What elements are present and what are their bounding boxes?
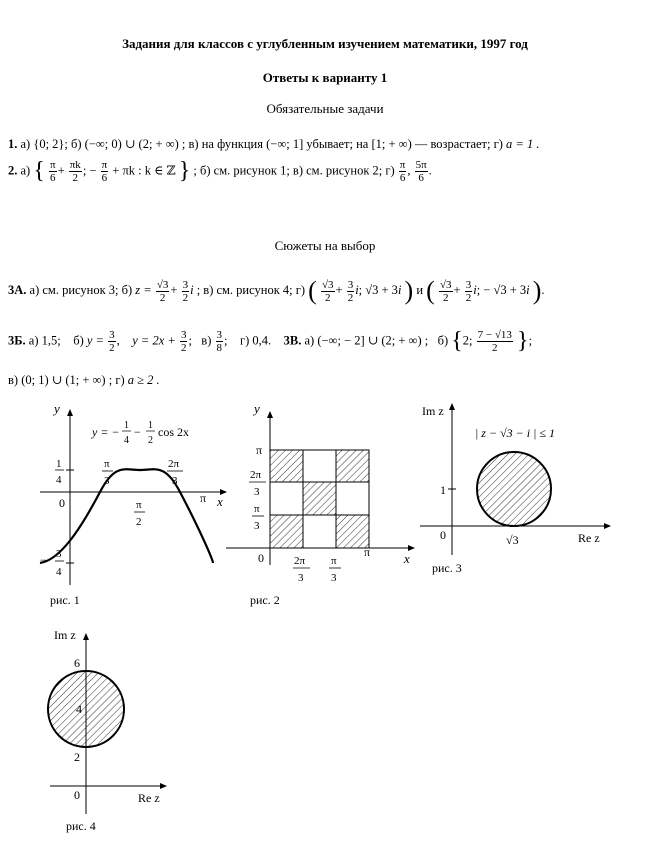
answer-3a-mid: ; в) см. рисунок 4; г) (196, 282, 306, 297)
answer-3a-and: и (416, 282, 424, 297)
fig1-pi3-den: 3 (104, 475, 110, 487)
fig1-pi3: π (104, 458, 110, 470)
frac-3-2e: $\frac{3}{2}$ (180, 329, 187, 354)
figure-1 (40, 401, 226, 607)
fig1-frac-1: 1 (56, 458, 62, 470)
fig1-2pi3: 2π (168, 458, 180, 470)
answer-3b-label: 3Б. (8, 333, 26, 348)
answer-1-text: а) {0; 2}; б) (−∞; 0) ∪ (2; + ∞) ; в) на функция (−∞; 1] убывает; на [1; + ∞) — возрастает; г) (20, 137, 503, 151)
fig1-pi2-den: 2 (136, 516, 142, 528)
set-close-brace-3v: } (517, 328, 529, 354)
paren-open-1: ( (308, 276, 317, 305)
fig1-formula: y = − (92, 425, 120, 439)
answer-2-set-tail: + πk : k ∈ ℤ (112, 163, 176, 178)
fig2-pi3-x: π (331, 555, 337, 567)
fig1-frac-3-den: 4 (56, 566, 62, 578)
fig4-tick4: 4 (76, 702, 82, 716)
frac-sqrt3-2b: $\frac{√3}{2}$ (321, 278, 334, 304)
fig1-pi2: π (136, 499, 142, 511)
fig3-caption: рис. 3 (432, 561, 462, 575)
fig1-formula-minus: − (134, 425, 141, 439)
set-open-brace-3v: { (451, 328, 463, 354)
figure-3 (420, 404, 610, 575)
fig2-2pi3-y: 2π (250, 469, 262, 481)
answer-3b-d: г) 0,4. (239, 333, 272, 348)
fig2-zero: 0 (258, 551, 264, 565)
answer-2-mid: ; б) см. рисунок 1; в) см. рисунок 2; г) (193, 163, 395, 178)
answer-2-a-label: а) (20, 163, 31, 178)
fig2-2pi3-x: 2π (294, 555, 306, 567)
answer-3b: 3Б. а) 1,5; б) y = $\frac{3}{2}$ , y = 2x + $\frac{3}{2}$ ; в) $\frac{3}{8}$ ; г) 0,4. 3В. а) (−∞; − 2] ∪ (2; + ∞) ; б) {2; $\frac{7 - √13}{2}$ }; (8, 328, 533, 354)
fig1-caption: рис. 1 (50, 593, 80, 607)
fig3-zero: 0 (440, 528, 446, 542)
frac-3-2b: $\frac{3}{2}$ (347, 278, 354, 304)
figure-4 (48, 628, 166, 833)
fig3-sqrt3: √3 (506, 533, 519, 547)
fig4-tick6: 6 (74, 656, 80, 670)
answer-3v-line2-text: в) (0; 1) ∪ (1; + ∞) ; г) (8, 373, 125, 387)
answer-3v-label: 3В. (283, 333, 302, 348)
answer-3v-line2-final: a ≥ 2 . (127, 373, 160, 387)
fig2-x-label: x (404, 551, 410, 566)
figure-2 (226, 401, 414, 607)
fig2-pi3-y: π (254, 503, 260, 515)
answer-3b-a: а) 1,5; (28, 333, 61, 348)
fig2-pi-y: π (256, 443, 263, 457)
fig3-condition: | z − √3 − i | ≤ 1 (475, 426, 555, 440)
frac-pi-6c: $\frac{\pi}{6}$ (399, 159, 406, 184)
fig4-zero: 0 (74, 788, 80, 802)
paren-close-2: ) (532, 276, 542, 305)
answer-1-final: a = 1 . (506, 137, 540, 151)
fig2-2pi3-x-den: 3 (298, 572, 304, 584)
answer-1-label: 1. (8, 137, 18, 151)
frac-sqrt3-2c: $\frac{√3}{2}$ (439, 278, 452, 304)
answer-3a-label: 3А. (8, 282, 27, 297)
frac-3-2: $\frac{3}{2}$ (182, 278, 189, 304)
fig2-2pi3-y-den: 3 (254, 486, 260, 498)
fig1-frac-1-den: 4 (56, 474, 62, 486)
answer-3b-b: б) (73, 333, 84, 348)
fig1-minus: − (40, 553, 47, 567)
elective-section-heading: Сюжеты на выбор (274, 238, 376, 253)
fig3-im-label: Im z (422, 404, 444, 418)
fig2-y-label: y (254, 401, 260, 416)
answer-3v-b: б) (437, 333, 449, 348)
frac-7-sqrt13-2: $\frac{7 - √13}{2}$ (477, 329, 512, 354)
frac-pik-2: $\frac{\pi k}{2}$ (69, 159, 81, 184)
fig2-caption: рис. 2 (250, 593, 280, 607)
frac-3-2d: $\frac{3}{2}$ (109, 329, 115, 354)
fig1-curve (40, 469, 213, 563)
fig1-formula-tail: cos 2x (158, 425, 189, 439)
mandatory-section-heading: Обязательные задачи (266, 101, 384, 116)
document-title: Задания для классов с углубленным изучением математики, 1997 год (122, 36, 528, 51)
fig1-zero: 0 (59, 496, 65, 510)
answer-3a: 3А. а) см. рисунок 3; б) z = $\frac{√3}{2}$ + $\frac{3}{2}$ i ; в) см. рисунок 4; г) ( $\frac{√3}{2}$ + $\frac{3}{2}$ i; √3 + 3i ) и ( $\frac{√3}{2}$ + $\frac{3}{2}$ i; − √3 + 3i ). (8, 276, 545, 305)
answer-2: 2. а) { $\frac{\pi}{6}$ + $\frac{\pi k}{2}$ ; − $\frac{\pi}{6}$ + πk : k ∈ ℤ } ; б) см. рисунок 1; в) см. рисунок 2; г) $\frac{\pi}{6}$ , $\frac{5\pi}{6}$ . (8, 158, 432, 184)
fig2-grid (270, 450, 369, 548)
paren-close-1: ) (404, 276, 414, 305)
fig1-pi-label: π (200, 491, 207, 505)
fig3-re-label: Re z (578, 531, 600, 545)
answer-3b-c: в) (201, 333, 212, 348)
fig1-x-label: x (217, 494, 223, 509)
fig1-formula-f1d: 4 (124, 435, 129, 446)
frac-pi-6: $\frac{\pi}{6}$ (50, 159, 56, 184)
fig1-formula-f2d: 2 (148, 435, 153, 446)
answer-3b-y2: y = 2x + (132, 333, 176, 348)
fig2-pi-x: π (364, 545, 371, 559)
fig2-pi3-y-den: 3 (254, 520, 260, 532)
frac-pi-6b: $\frac{\pi}{6}$ (101, 159, 108, 184)
frac-5pi-6: $\frac{5\pi}{6}$ (415, 159, 427, 184)
set-close-brace: } (178, 158, 191, 184)
frac-3-2c: $\frac{3}{2}$ (465, 278, 472, 304)
fig3-one: 1 (440, 483, 446, 497)
fig4-disk (48, 671, 124, 747)
answer-3b-y1: y = (86, 333, 104, 348)
fig4-caption: рис. 4 (66, 819, 96, 833)
fig4-im-label: Im z (54, 628, 76, 642)
fig4-tick2: 2 (74, 750, 80, 764)
fig1-formula-f2n: 1 (148, 420, 153, 431)
frac-sqrt3-2: $\frac{√3}{2}$ (156, 278, 169, 304)
fig1-formula-f1n: 1 (124, 420, 129, 431)
paren-open-2: ( (426, 276, 435, 305)
answer-2-label: 2. (8, 163, 18, 178)
answer-3v-a: а) (−∞; − 2] ∪ (2; + ∞) ; (304, 333, 429, 348)
fig2-pi3-x-den: 3 (331, 572, 337, 584)
frac-3-8: $\frac{3}{8}$ (216, 329, 222, 354)
answers-title: Ответы к варианту 1 (262, 70, 388, 85)
fig1-y-label: y (54, 401, 60, 416)
set-open-brace: { (33, 158, 45, 184)
fig1-2pi3-den: 3 (172, 475, 178, 487)
fig1-frac-3: 3 (56, 548, 62, 560)
answer-3a-z: z = (135, 282, 152, 297)
fig4-re-label: Re z (138, 791, 160, 805)
answer-3a-text: а) см. рисунок 3; б) (29, 282, 133, 297)
fig3-disk (477, 452, 551, 526)
